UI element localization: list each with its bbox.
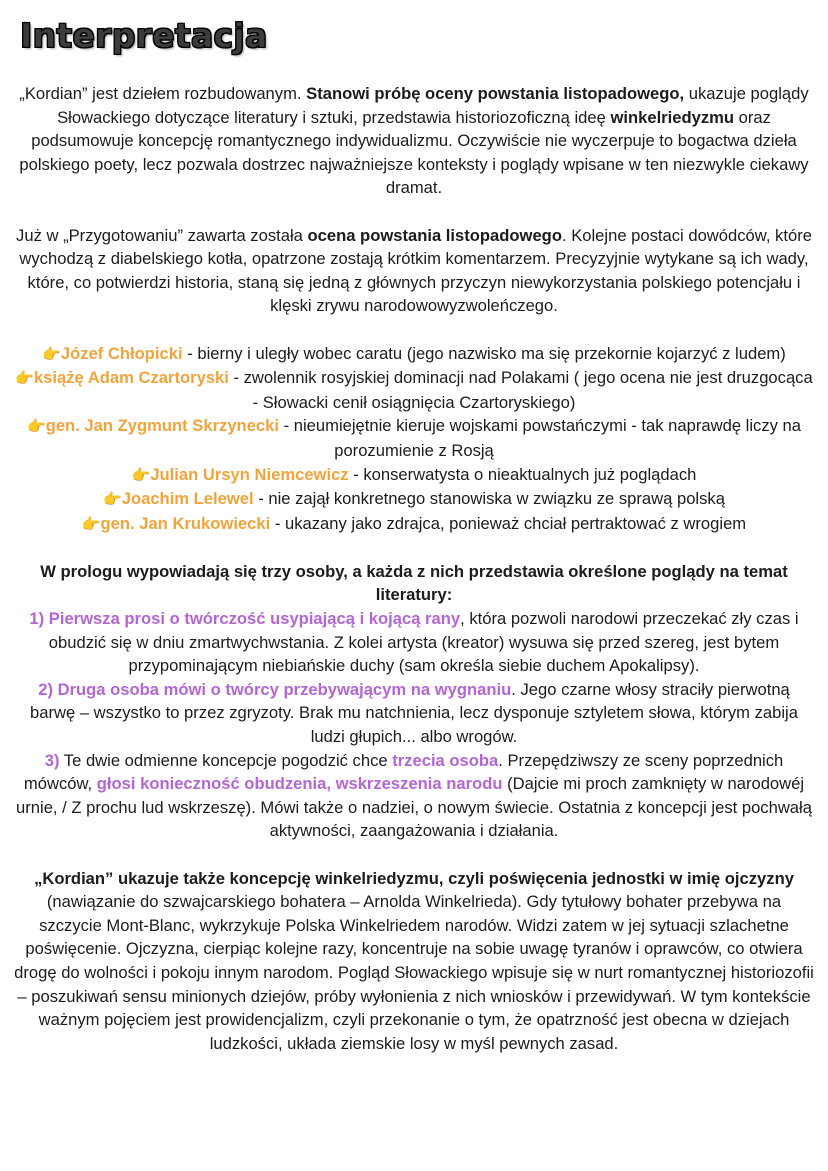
intro-bold-2: winkelriedyzmu <box>610 107 735 127</box>
list-item <box>14 414 814 462</box>
pointing-hand-icon: 👉 <box>81 515 101 533</box>
prolog-text-3b: . Przepędziwszy ze sceny poprzednich mówców, <box>23 750 784 794</box>
intro-paragraph <box>14 82 814 200</box>
pointing-hand-icon: 👉 <box>131 466 151 484</box>
pointing-hand-icon: 👉 <box>27 418 46 436</box>
prolog-point-1 <box>14 607 814 678</box>
figure-name: Julian Ursyn Niemcewicz <box>150 464 349 484</box>
figure-description: - ukazany jako zdrajca, ponieważ chciał pertraktować z wrogiem <box>270 513 747 533</box>
figure-name: Józef Chłopicki <box>60 343 183 363</box>
list-item <box>14 366 814 414</box>
figure-description: - nieumiejętnie kieruje wojskami powstańczymi - tak naprawdę liczy na porozumienie z Rosją <box>279 416 801 460</box>
figure-description: - zwolennik rosyjskiej dominacji nad Polakami ( jego ocena nie jest druzgocąca - Słowacki cenił osiągnięcia Czartoryskiego) <box>228 368 813 412</box>
figures-list <box>14 342 814 537</box>
figure-name: książę Adam Czartoryski <box>33 368 229 388</box>
pointing-hand-icon: 👉 <box>103 491 122 509</box>
prolog-text-1: , która pozwoli narodowi przeczekać zły czas i obudzić się w dniu zmartwychwstania. Z kolei artysta (kreator) wysuwa się przed szereg, jest bytem przypominającym niebiańskie duchy (sam określa siebie duchem Apokalipsy). <box>48 609 799 676</box>
list-item <box>14 487 814 512</box>
figure-description: - bierny i uległy wobec caratu (jego nazwisko ma się przekornie kojarzyć z ludem) <box>182 343 786 363</box>
intro-text-3: oraz podsumowuje koncepcję romantycznego indywidualizmu. Oczywiście nie wyczerpuje to bogactwa dzieła polskiego poety, lecz pozwala dostrzec najważniejsze konteksty i poglądy wpisane w ten niezwykle ciekawy dramat. <box>19 107 809 198</box>
figure-description: - nie zajął konkretnego stanowiska w związku ze sprawą polską <box>253 489 725 509</box>
figure-description: - konserwatysta o nieaktualnych już poglądach <box>348 464 697 484</box>
przygotowanie-text-1: Już w „Przygotowaniu” zawarta została <box>16 225 308 245</box>
przygotowanie-paragraph <box>14 224 814 318</box>
figure-name: Joachim Lelewel <box>121 489 254 509</box>
prolog-point-3 <box>14 749 814 843</box>
intro-text-1: „Kordian” jest dziełem rozbudowanym. <box>19 84 307 103</box>
pointing-hand-icon: 👉 <box>15 370 34 388</box>
prolog-text-2: . Jego czarne włosy straciły pierwotną barwę – wszystko to przez zgryzoty. Brak mu natchnienia, lecz dysponuje sztyletem słowa, którym zabija ludzi głupich... albo wrogów. <box>30 679 798 747</box>
prolog-point-2 <box>14 678 814 749</box>
intro-text-2: ukazuje poglądy Słowackiego dotyczące literatury i sztuki, przedstawia historiozoficzną ideę <box>57 84 809 127</box>
przygotowanie-text-2: . Kolejne postaci dowódców, które wychodzą z diabelskiego kotła, opatrzone zostają krótkim komentarzem. Precyzyjnie wytykane są ich wady, które, co potwierdzi historia, staną się jedną z głównych przyczyn niewykorzystania polskiego potencjału i klęski zrywu narodowowyzwoleńczego. <box>19 225 812 316</box>
prolog-number-3: 3) <box>44 750 60 770</box>
intro-bold-1: Stanowi próbę oceny powstania listopadowego, <box>306 84 685 103</box>
list-item <box>14 463 814 488</box>
prolog-text-3c: (Dajcie mi proch zamknięty w narodowéj urnie, / Z prochu lud wskrzeszę). Mówi także o nadziei, o nowym świecie. Ostatnia z koncepcji jest pochwałą aktywności, zaangażowania i działania. <box>16 774 812 841</box>
document-body <box>14 82 814 1055</box>
winkelried-bold: „Kordian” ukazuje także koncepcję winkelriedyzmu, czyli poświęcenia jednostki w imię ojczyzny <box>34 868 794 888</box>
prolog-text-3a: Te dwie odmienne koncepcje pogodzić chce <box>59 750 393 770</box>
prolog-highlight-3b: głosi konieczność obudzenia, wskrzeszenia narodu <box>96 774 503 794</box>
przygotowanie-bold: ocena powstania listopadowego <box>307 225 562 245</box>
prolog-heading: W prologu wypowiadają się trzy osoby, a każda z nich przedstawia określone poglądy na temat literatury: <box>40 561 788 605</box>
page-title: Interpretacja <box>20 16 268 55</box>
winkelried-paragraph <box>14 867 814 1056</box>
list-item <box>14 342 814 367</box>
prolog-highlight-2: 2) Druga osoba mówi o twórcy przebywającym na wygnaniu <box>38 679 512 699</box>
prolog-highlight-1: 1) Pierwsza prosi o twórczość usypiającą i kojącą rany <box>29 609 461 629</box>
prolog-highlight-3a: trzecia osoba <box>392 750 499 770</box>
list-item <box>14 512 814 537</box>
figure-name: gen. Jan Zygmunt Skrzynecki <box>45 416 279 436</box>
pointing-hand-icon: 👉 <box>42 345 61 363</box>
figure-name: gen. Jan Krukowiecki <box>100 513 271 533</box>
winkelried-text: (nawiązanie do szwajcarskiego bohatera – Arnolda Winkelrieda). Gdy tytułowy bohater przebywa na szczycie Mont-Blanc, wykrzykuje Polska Winkelriedem narodów. Widzi zatem w jej sytuacji szlachetne poświęcenie. Ojczyzna, cierpiąc kolejne razy, koncentruje na sobie uwagę tyranów i oprawców, co otwiera drogę do wolności i pokoju innym narodom. Pogląd Słowackiego wpisuje się w nurt romantycznej historiozofii – poszukiwań sensu minionych dziejów, próby wyłonienia z nich wniosków i przewidywań. W tym kontekście ważnym pojęciem jest prowidencjalizm, czyli przekonanie o tym, że opatrzność jest obecna w dziejach ludzkości, układa ziemskie losy w myśl pewnych zasad. <box>14 892 814 1053</box>
